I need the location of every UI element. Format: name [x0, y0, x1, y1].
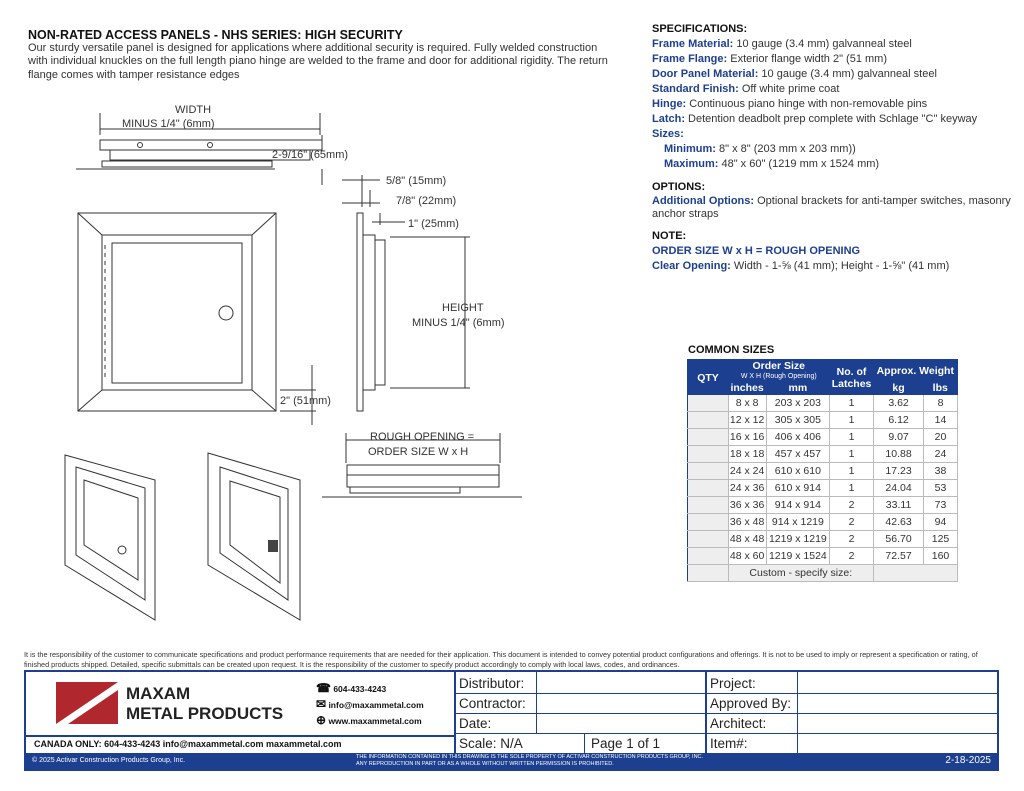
height-label-1: HEIGHT: [442, 302, 484, 314]
table-cell: 2: [830, 548, 874, 565]
table-row: [688, 412, 958, 429]
table-cell: 2: [830, 497, 874, 514]
spec-value: Continuous piano hinge with non-removable pins: [686, 98, 928, 110]
table-cell: 56.70: [874, 531, 924, 548]
date-field[interactable]: [537, 714, 704, 733]
table-row: [688, 463, 958, 480]
table-cell: 38: [924, 463, 958, 480]
lbs-header: lbs: [924, 381, 958, 395]
clear-opening-value: Width - 1-⅝ (41 mm); Height - 1-⅝" (41 mm): [730, 260, 950, 272]
table-cell: 305 x 305: [766, 412, 829, 429]
table-cell: 1: [830, 429, 874, 446]
clear-opening-label: Clear Opening:: [652, 260, 731, 272]
qty-cell[interactable]: [688, 565, 729, 582]
max-size-value: 48" x 60" (1219 mm x 1524 mm): [718, 158, 880, 170]
table-row: [688, 497, 958, 514]
maxam-logo-icon: [56, 682, 118, 724]
max-size-label: Maximum:: [664, 158, 719, 170]
table-cell: 33.11: [874, 497, 924, 514]
weight-header: Approx. Weight: [874, 360, 958, 382]
table-cell: 1: [830, 463, 874, 480]
order-size-sub: W X H (Rough Opening): [740, 373, 817, 380]
flange-label: 2" (51mm): [280, 395, 331, 407]
technical-drawing: [60, 95, 640, 640]
globe-icon: ⊕: [316, 713, 327, 727]
table-row: [688, 429, 958, 446]
table-cell: 36 x 48: [728, 514, 766, 531]
rough-label-1: ROUGH OPENING =: [370, 431, 475, 443]
table-cell: 406 x 406: [766, 429, 829, 446]
table-cell: 9.07: [874, 429, 924, 446]
inches-header: inches: [728, 381, 766, 395]
email-icon: ✉: [316, 697, 327, 711]
table-row: [688, 531, 958, 548]
notice-line-2: ANY REPRODUCTION IN PART OR AS A WHOLE WITHOUT WRITTEN PERMISSION IS PROHIBITED.: [356, 761, 614, 767]
phone-row: [316, 681, 386, 695]
contractor-label: Contractor:: [459, 696, 526, 711]
spec-label: Frame Flange:: [652, 53, 728, 65]
qty-cell[interactable]: [688, 395, 729, 412]
table-cell: 1219 x 1219: [766, 531, 829, 548]
kg-header: kg: [874, 381, 924, 395]
disclaimer: It is the responsibility of the customer to communicate specifications and product performance requirements that are needed for their application. This document is intended to convey potential product configurations and offerings. It is not to be used to imply or represent a specification or rating, of finished products shipped. Detailed, specific submittals can be created upon request. It is the responsibility of the customer to specify product accordingly to comply with local laws, codes, and ordinances.: [24, 650, 978, 669]
architect-label: Architect:: [710, 716, 767, 731]
table-cell: 8: [924, 395, 958, 412]
qty-cell[interactable]: [688, 531, 729, 548]
page-label: Page 1 of 1: [591, 736, 661, 751]
spec-label: Latch:: [652, 113, 685, 125]
qty-cell[interactable]: [688, 463, 729, 480]
spec-label: Frame Material:: [652, 38, 734, 50]
order-size-header: [728, 360, 830, 382]
table-cell: 1: [830, 412, 874, 429]
latches-header: No. of Latches: [830, 360, 874, 396]
options-heading: OPTIONS:: [652, 181, 706, 193]
architect-field[interactable]: [798, 714, 996, 733]
table-cell: 2: [830, 514, 874, 531]
approved-label: Approved By:: [710, 696, 792, 711]
table-cell: 24 x 24: [728, 463, 766, 480]
product-description: Our sturdy versatile panel is designed for applications where additional security is required. Fully welded construction with individual knuckles on the full length piano hinge are welded to the frame and door for additional rigidity. The return flange comes with tamper resistance edges: [28, 42, 608, 81]
table-cell: 3.62: [874, 395, 924, 412]
custom-size-input[interactable]: [874, 565, 958, 582]
table-cell: 1: [830, 395, 874, 412]
qty-cell[interactable]: [688, 548, 729, 565]
contractor-field[interactable]: [537, 694, 704, 713]
table-row: [688, 480, 958, 497]
note-heading: NOTE:: [652, 230, 687, 242]
brand-name-1: MAXAM: [126, 684, 191, 703]
mm-header: mm: [766, 381, 829, 395]
table-cell: 2: [830, 531, 874, 548]
sizes-label: Sizes:: [652, 128, 684, 140]
copyright: © 2025 Activar Construction Products Group, Inc.: [32, 757, 186, 764]
table-row: [688, 446, 958, 463]
table-cell: 42.63: [874, 514, 924, 531]
spec-label: Door Panel Material:: [652, 68, 759, 80]
document-date: 2-18-2025: [945, 755, 991, 766]
table-cell: 610 x 914: [766, 480, 829, 497]
notice-line-1: THE INFORMATION CONTAINED IN THIS DRAWING IS THE SOLE PROPERTY OF ACTIVAR CONSTRUCTION PRODUCTS GROUP, INC.: [356, 754, 704, 760]
table-cell: 48 x 48: [728, 531, 766, 548]
email-row: [316, 697, 424, 711]
item-label: Item#:: [710, 736, 748, 751]
table-cell: 457 x 457: [766, 446, 829, 463]
brand-name-2: METAL PRODUCTS: [126, 704, 284, 723]
dim-1: 1" (25mm): [408, 218, 459, 230]
table-cell: 610 x 610: [766, 463, 829, 480]
qty-cell[interactable]: [688, 446, 729, 463]
table-cell: 17.23: [874, 463, 924, 480]
distributor-field[interactable]: [537, 673, 704, 693]
order-size-label: Order Size: [752, 360, 806, 372]
table-cell: 8 x 8: [728, 395, 766, 412]
table-cell: 24: [924, 446, 958, 463]
width-label-2: MINUS 1/4" (6mm): [122, 118, 215, 130]
email-text[interactable]: info@maxammetal.com: [328, 700, 424, 710]
table-cell: 36 x 36: [728, 497, 766, 514]
specs-heading: SPECIFICATIONS:: [652, 23, 748, 35]
table-cell: 20: [924, 429, 958, 446]
qty-cell[interactable]: [688, 514, 729, 531]
distributor-label: Distributor:: [459, 676, 525, 691]
note-order-size: ORDER SIZE W x H = ROUGH OPENING: [652, 245, 861, 257]
table-row: [688, 395, 958, 412]
options-label: Additional Options:: [652, 195, 755, 207]
qty-cell[interactable]: [688, 480, 729, 497]
table-cell: 914 x 914: [766, 497, 829, 514]
spec-value: 10 gauge (3.4 mm) galvanneal steel: [733, 38, 912, 50]
table-cell: 16 x 16: [728, 429, 766, 446]
options-value: Optional brackets for anti-tamper switches, masonry anchor straps: [652, 195, 1011, 220]
table-row: [688, 514, 958, 531]
specifications: [652, 22, 1012, 274]
qty-cell[interactable]: [688, 429, 729, 446]
qty-cell[interactable]: [688, 497, 729, 514]
footer-bar: [26, 753, 997, 769]
table-cell: 6.12: [874, 412, 924, 429]
project-field[interactable]: [798, 673, 996, 693]
table-cell: 48 x 60: [728, 548, 766, 565]
table-cell: 14: [924, 412, 958, 429]
custom-size-row: [688, 565, 958, 582]
spec-value: Detention deadbolt prep complete with Schlage "C" keyway: [685, 113, 978, 125]
custom-size-label: Custom - specify size:: [728, 565, 874, 582]
table-cell: 73: [924, 497, 958, 514]
item-field[interactable]: [798, 734, 996, 753]
canada-contact: CANADA ONLY: 604-433-4243 info@maxammetal.com maxammetal.com: [34, 739, 342, 749]
common-sizes-table: [687, 359, 958, 582]
table-cell: 1: [830, 480, 874, 497]
spec-value: Exterior flange width 2" (51 mm): [727, 53, 887, 65]
table-cell: 24.04: [874, 480, 924, 497]
table-cell: 24 x 36: [728, 480, 766, 497]
web-row: [316, 713, 422, 727]
table-cell: 1: [830, 446, 874, 463]
table-cell: 203 x 203: [766, 395, 829, 412]
min-size-label: Minimum:: [664, 143, 716, 155]
table-cell: 10.88: [874, 446, 924, 463]
width-label-1: WIDTH: [175, 104, 212, 116]
rough-label-2: ORDER SIZE W x H: [368, 446, 469, 458]
common-sizes-title: COMMON SIZES: [688, 344, 775, 356]
phone-text[interactable]: 604-433-4243: [333, 684, 387, 694]
approved-field[interactable]: [798, 694, 996, 713]
table-cell: 125: [924, 531, 958, 548]
table-cell: 53: [924, 480, 958, 497]
date-label: Date:: [459, 716, 492, 731]
phone-icon: ☎: [316, 681, 331, 695]
page-title: NON-RATED ACCESS PANELS - NHS SERIES: HIGH SECURITY: [28, 28, 403, 42]
height-label-2: MINUS 1/4" (6mm): [412, 317, 505, 329]
qty-cell[interactable]: [688, 412, 729, 429]
qty-header: QTY: [688, 360, 729, 396]
spec-label: Hinge:: [652, 98, 687, 110]
min-size-value: 8" x 8" (203 mm x 203 mm)): [715, 143, 856, 155]
table-cell: 914 x 1219: [766, 514, 829, 531]
depth-label: 2-9/16" (65mm): [272, 149, 349, 161]
dim-5-8: 5/8" (15mm): [386, 175, 447, 187]
spec-value: Off white prime coat: [738, 83, 840, 95]
table-cell: 18 x 18: [728, 446, 766, 463]
project-label: Project:: [710, 676, 756, 691]
dim-7-8: 7/8" (22mm): [396, 195, 457, 207]
web-text[interactable]: www.maxammetal.com: [328, 716, 422, 726]
table-cell: 12 x 12: [728, 412, 766, 429]
table-cell: 160: [924, 548, 958, 565]
table-row: [688, 548, 958, 565]
sizes-body: [688, 395, 958, 582]
spec-value: 10 gauge (3.4 mm) galvanneal steel: [758, 68, 937, 80]
scale-label: Scale: N/A: [459, 736, 523, 751]
table-cell: 94: [924, 514, 958, 531]
spec-label: Standard Finish:: [652, 83, 739, 95]
table-cell: 72.57: [874, 548, 924, 565]
table-cell: 1219 x 1524: [766, 548, 829, 565]
